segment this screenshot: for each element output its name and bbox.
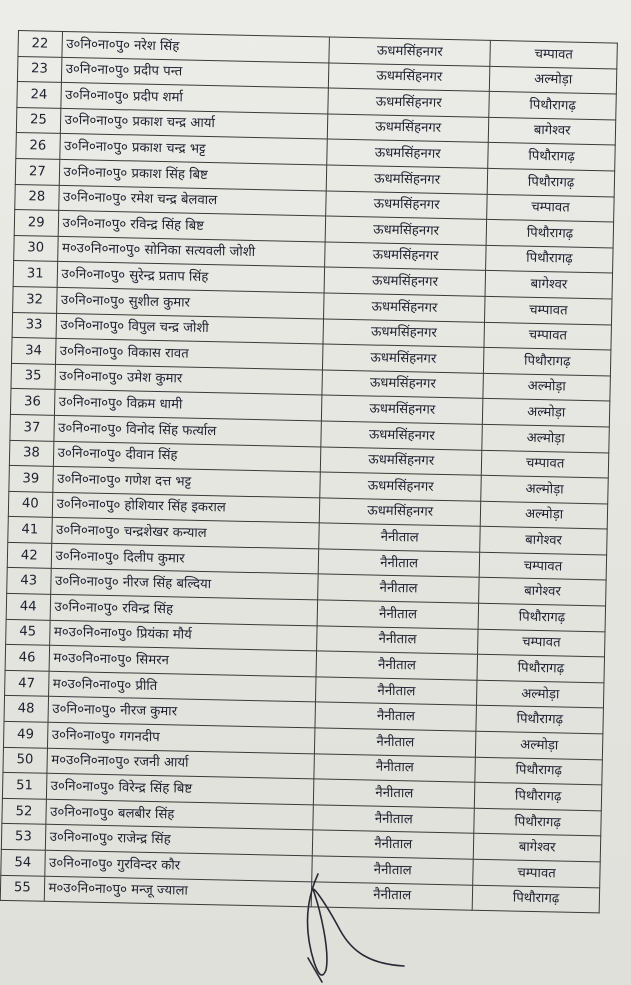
current-district-cell: ऊधमसिंहनगर (319, 498, 481, 527)
current-district-cell: ऊधमसिंहनगर (320, 446, 482, 475)
officer-name-cell: उ०नि०ना०पु० होशियार सिंह इकराल (52, 492, 320, 523)
posting-district-cell: पिथौरागढ़ (478, 603, 605, 631)
serial-number-cell: 26 (16, 133, 60, 160)
serial-number-cell: 43 (7, 568, 51, 595)
officer-name-cell: उ०नि०ना०पु० प्रदीप शर्मा (60, 83, 328, 114)
posting-district-cell: चम्पावत (482, 450, 609, 478)
current-district-cell: ऊधमसिंहनगर (327, 139, 489, 168)
posting-district-cell: चम्पावत (473, 859, 600, 887)
serial-number-cell: 51 (2, 773, 46, 800)
officer-name-cell: म०उ०नि०ना०पु० प्रीति (48, 671, 316, 702)
serial-number-cell: 37 (10, 414, 54, 441)
posting-district-cell: अल्मोड़ा (483, 373, 610, 401)
serial-number-cell: 49 (3, 721, 47, 748)
officer-name-cell: उ०नि०ना०पु० गगनदीप (47, 722, 315, 753)
posting-district-cell: बागेश्वर (479, 578, 606, 606)
serial-number-cell: 24 (17, 82, 61, 109)
officer-name-cell: उ०नि०ना०पु० चन्द्रशेखर कन्याल (51, 518, 319, 549)
posting-district-cell: अल्मोड़ा (480, 501, 607, 529)
serial-number-cell: 28 (15, 184, 59, 211)
current-district-cell: ऊधमसिंहनगर (322, 370, 484, 399)
current-district-cell: ऊधमसिंहनगर (326, 165, 488, 194)
serial-number-cell: 30 (14, 235, 58, 262)
officer-name-cell: उ०नि०ना०पु० उमेश कुमार (55, 364, 323, 395)
current-district-cell: नैनीताल (311, 881, 473, 910)
posting-district-cell: चम्पावत (478, 629, 605, 657)
current-district-cell: नैनीताल (319, 523, 481, 552)
handwritten-signature (300, 870, 420, 985)
transfer-table (0, 30, 618, 914)
current-district-cell: नैनीताल (313, 805, 475, 834)
posting-district-cell: पिथौरागढ़ (475, 782, 602, 810)
current-district-cell: ऊधमसिंहनगर (320, 472, 482, 501)
officer-name-cell: उ०नि०ना०पु० प्रकाश सिंह बिष्ट (59, 159, 327, 190)
officer-name-cell: उ०नि०ना०पु० विपुल चन्द्र जोशी (56, 313, 324, 344)
serial-number-cell: 47 (5, 670, 49, 697)
officer-name-cell: उ०नि०ना०पु० बलबीर सिंह (45, 799, 313, 830)
officer-name-cell: उ०नि०ना०पु० नीरज कुमार (48, 697, 316, 728)
posting-district-cell: बागेश्वर (480, 527, 607, 555)
serial-number-cell: 53 (1, 824, 45, 851)
officer-name-cell: उ०नि०ना०पु० गणेश दत्त भट्ट (52, 466, 320, 497)
current-district-cell: ऊधमसिंहनगर (328, 63, 490, 92)
current-district-cell: ऊधमसिंहनगर (327, 114, 489, 143)
current-district-cell: नैनीताल (317, 626, 479, 655)
current-district-cell: ऊधमसिंहनगर (325, 216, 487, 245)
serial-number-cell: 52 (2, 798, 46, 825)
officer-name-cell: उ०नि०ना०पु० प्रदीप पन्त (61, 57, 329, 88)
serial-number-cell: 23 (17, 56, 61, 83)
serial-number-cell: 40 (8, 491, 52, 518)
officer-name-cell: उ०नि०ना०पु० रविन्द्र सिंह (50, 594, 318, 625)
current-district-cell: नैनीताल (312, 856, 474, 885)
current-district-cell: ऊधमसिंहनगर (322, 395, 484, 424)
transfer-list-sheet (0, 30, 618, 914)
current-district-cell: ऊधमसिंहनगर (325, 242, 487, 271)
serial-number-cell: 44 (6, 593, 50, 620)
posting-district-cell: पिथौरागढ़ (484, 347, 611, 375)
current-district-cell: नैनीताल (316, 677, 478, 706)
current-district-cell: नैनीताल (315, 728, 477, 757)
serial-number-cell: 32 (13, 286, 57, 313)
serial-number-cell: 48 (4, 696, 48, 723)
officer-name-cell: म०उ०नि०ना०पु० मन्जू ज्याला (44, 876, 312, 907)
current-district-cell: ऊधमसिंहनगर (324, 267, 486, 296)
current-district-cell: नैनीताल (315, 702, 477, 731)
serial-number-cell: 42 (7, 542, 51, 569)
current-district-cell: नैनीताल (318, 549, 480, 578)
officer-name-cell: उ०नि०ना०पु० राजेन्द्र सिंह (45, 825, 313, 856)
officer-name-cell: उ०नि०ना०पु० प्रकाश चन्द्र आर्या (60, 108, 328, 139)
serial-number-cell: 34 (12, 338, 56, 365)
current-district-cell: ऊधमसिंहनगर (326, 191, 488, 220)
serial-number-cell: 33 (12, 312, 56, 339)
officer-name-cell: उ०नि०ना०पु० विरेन्द्र सिंह बिष्ट (46, 773, 314, 804)
posting-district-cell: पिथौरागढ़ (474, 808, 601, 836)
serial-number-cell: 41 (8, 517, 52, 544)
serial-number-cell: 54 (1, 849, 45, 876)
current-district-cell: ऊधमसिंहनगर (324, 293, 486, 322)
posting-district-cell: पिथौरागढ़ (476, 706, 603, 734)
posting-district-cell: पिथौरागढ़ (472, 885, 599, 913)
posting-district-cell: चम्पावत (487, 194, 614, 222)
posting-district-cell: पिथौरागढ़ (477, 655, 604, 683)
posting-district-cell: अल्मोड़ा (476, 731, 603, 759)
current-district-cell: ऊधमसिंहनगर (323, 344, 485, 373)
posting-district-cell: अल्मोड़ा (481, 475, 608, 503)
officer-name-cell: उ०नि०ना०पु० नीरज सिंह बल्दिया (50, 569, 318, 600)
serial-number-cell: 31 (13, 261, 57, 288)
serial-number-cell: 39 (9, 466, 53, 493)
serial-number-cell: 27 (15, 158, 59, 185)
current-district-cell: नैनीताल (316, 651, 478, 680)
current-district-cell: नैनीताल (314, 753, 476, 782)
posting-district-cell: पिथौरागढ़ (486, 220, 613, 248)
serial-number-cell: 35 (11, 363, 55, 390)
serial-number-cell: 46 (5, 645, 49, 672)
posting-district-cell: चम्पावत (490, 40, 617, 68)
posting-district-cell: चम्पावत (485, 296, 612, 324)
officer-name-cell: उ०नि०ना०पु० दीवान सिंह (53, 441, 321, 472)
serial-number-cell: 38 (9, 440, 53, 467)
current-district-cell: नैनीताल (317, 600, 479, 629)
current-district-cell: ऊधमसिंहनगर (328, 88, 490, 117)
officer-name-cell: म०उ०नि०ना०पु० रजनी आर्या (47, 748, 315, 779)
serial-number-cell: 25 (16, 107, 60, 134)
officer-name-cell: म०उ०नि०ना०पु० सिमरन (49, 646, 317, 677)
posting-district-cell: चम्पावत (484, 322, 611, 350)
officer-name-cell: म०उ०नि०ना०पु० सोनिका सत्यवली जोशी (57, 236, 325, 267)
officer-name-cell: उ०नि०ना०पु० नरेश सिंह (62, 31, 330, 62)
posting-district-cell: बागेश्वर (485, 271, 612, 299)
serial-number-cell: 55 (0, 875, 44, 902)
posting-district-cell: पिथौरागढ़ (487, 168, 614, 196)
posting-district-cell: अल्मोड़ा (490, 66, 617, 94)
officer-name-cell: उ०नि०ना०पु० विक्रम धामी (54, 390, 322, 421)
serial-number-cell: 45 (6, 619, 50, 646)
officer-name-cell: उ०नि०ना०पु० गुरविन्दर कौर (44, 850, 312, 881)
current-district-cell: नैनीताल (313, 779, 475, 808)
posting-district-cell: अल्मोड़ा (482, 424, 609, 452)
posting-district-cell: अल्मोड़ा (483, 399, 610, 427)
posting-district-cell: पिथौरागढ़ (488, 143, 615, 171)
posting-district-cell: अल्मोड़ा (477, 680, 604, 708)
serial-number-cell: 22 (18, 31, 62, 58)
current-district-cell: ऊधमसिंहनगर (321, 421, 483, 450)
officer-name-cell: उ०नि०ना०पु० रविन्द्र सिंह बिष्ट (58, 211, 326, 242)
posting-district-cell: पिथौरागढ़ (489, 92, 616, 120)
posting-district-cell: पिथौरागढ़ (475, 757, 602, 785)
posting-district-cell: बागेश्वर (474, 834, 601, 862)
posting-district-cell: चम्पावत (479, 552, 606, 580)
officer-name-cell: उ०नि०ना०पु० प्रकाश चन्द्र भट्ट (59, 134, 327, 165)
posting-district-cell: पिथौरागढ़ (486, 245, 613, 273)
officer-name-cell: उ०नि०ना०पु० दिलीप कुमार (51, 543, 319, 574)
serial-number-cell: 50 (3, 747, 47, 774)
officer-name-cell: उ०नि०ना०पु० विकास रावत (55, 338, 323, 369)
serial-number-cell: 36 (10, 389, 54, 416)
serial-number-cell: 29 (14, 210, 58, 237)
posting-district-cell: बागेश्वर (489, 117, 616, 145)
officer-name-cell: उ०नि०ना०पु० सुरेन्द्र प्रताप सिंह (57, 262, 325, 293)
transfer-table-body (0, 31, 617, 914)
officer-name-cell: उ०नि०ना०पु० सुशील कुमार (56, 287, 324, 318)
current-district-cell: ऊधमसिंहनगर (323, 318, 485, 347)
officer-name-cell: उ०नि०ना०पु० विनोद सिंह फर्त्याल (53, 415, 321, 446)
current-district-cell: नैनीताल (318, 574, 480, 603)
current-district-cell: ऊधमसिंहनगर (329, 37, 491, 66)
officer-name-cell: उ०नि०ना०पु० रमेश चन्द्र बेलवाल (58, 185, 326, 216)
current-district-cell: नैनीताल (312, 830, 474, 859)
officer-name-cell: म०उ०नि०ना०पु० प्रियंका मौर्य (49, 620, 317, 651)
